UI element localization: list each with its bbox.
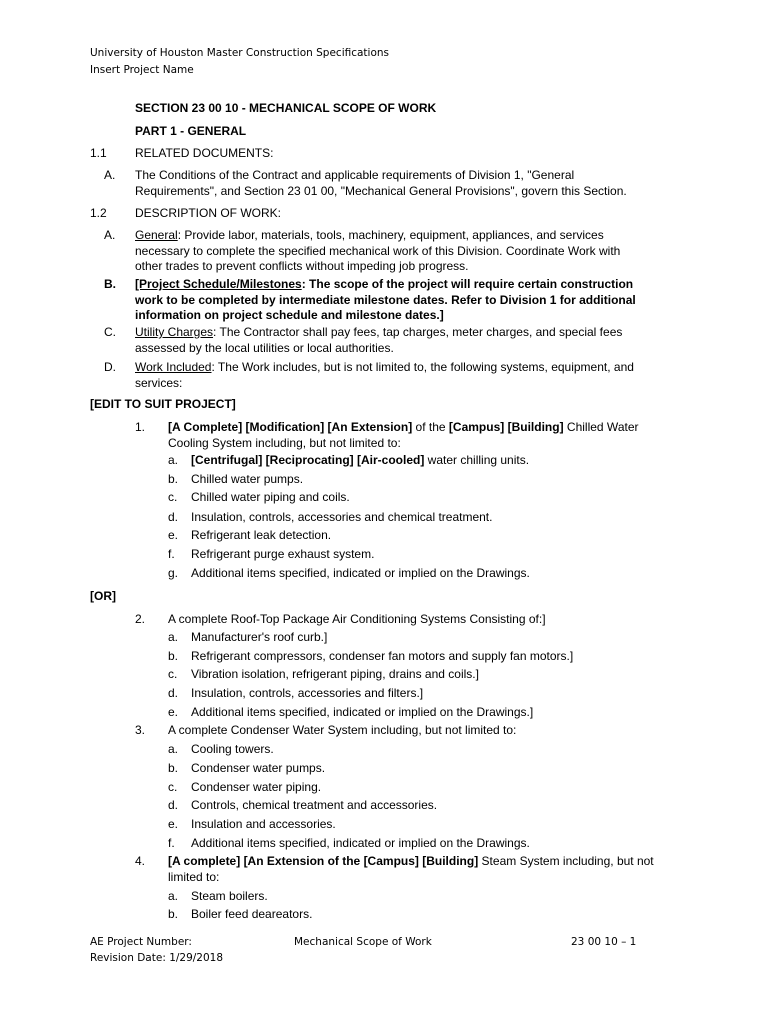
item-rooftop-package: A complete Roof-Top Package Air Conditioning Systems Consisting of:]	[168, 612, 546, 626]
sub-item-text: Vibration isolation, refrigerant piping, drains and coils.]	[191, 667, 479, 681]
paragraph-text: The Conditions of the Contract and applicable requirements of Division 1, "General Requirements", and Section 23 01 00, "Mechanical General Provisions", govern this Section.	[135, 168, 627, 198]
paragraph-letter: D.	[104, 360, 116, 374]
paragraph-work-included: Work Included: The Work includes, but is not limited to, the following systems, equipment, and services:	[135, 360, 634, 390]
sub-item-text: Refrigerant compressors, condenser fan motors and supply fan motors.]	[191, 649, 574, 663]
item-number: 3.	[135, 723, 146, 737]
paragraph-general: General: Provide labor, materials, tools, machinery, equipment, appliances, and services necessary to complete the specified mechanical work of this Division. Coordinate Work with other trades to prevent conflicts without impeding job progress.	[135, 228, 621, 273]
sub-item-text: Refrigerant purge exhaust system.	[191, 547, 375, 561]
sub-item-letter: g.	[168, 566, 179, 580]
footer-revision-date: Revision Date: 1/29/2018	[90, 952, 224, 964]
sub-item-text: Additional items specified, indicated or implied on the Drawings.	[191, 566, 530, 580]
item-condenser-water: A complete Condenser Water System including, but not limited to:	[168, 723, 517, 737]
section-title: SECTION 23 00 10 - MECHANICAL SCOPE OF WORK	[135, 101, 437, 115]
sub-item-text: Additional items specified, indicated or implied on the Drawings.	[191, 836, 530, 850]
sub-item-text: Chilled water pumps.	[191, 472, 304, 486]
sub-item-text: Condenser water piping.	[191, 780, 322, 794]
sub-item-letter: a.	[168, 889, 179, 903]
or-note: [OR]	[90, 589, 116, 603]
sub-item-text: Cooling towers.	[191, 742, 274, 756]
paragraph-utility-charges: Utility Charges: The Contractor shall pay fees, tap charges, meter charges, and special fees assessed by the local utilities or local authorities.	[135, 325, 623, 355]
sub-item-letter: b.	[168, 761, 179, 775]
sub-item-letter: a.	[168, 453, 179, 467]
sub-item-text: Insulation and accessories.	[191, 817, 336, 831]
sub-item-text: Refrigerant leak detection.	[191, 528, 332, 542]
footer-project-number: AE Project Number:	[90, 936, 192, 948]
sub-item-text: Controls, chemical treatment and accessories.	[191, 798, 438, 812]
article-title-description-of-work: DESCRIPTION OF WORK:	[135, 206, 282, 220]
sub-item-letter: c.	[168, 780, 178, 794]
paragraph-letter: B.	[104, 277, 116, 291]
sub-item-letter: f.	[168, 836, 175, 850]
article-number-1-1: 1.1	[90, 146, 107, 160]
paragraph-letter: A.	[104, 168, 116, 182]
paragraph-letter: A.	[104, 228, 116, 242]
article-number-1-2: 1.2	[90, 206, 107, 220]
sub-item-text: Insulation, controls, accessories and filters.]	[191, 686, 424, 700]
sub-item-letter: f.	[168, 547, 175, 561]
header-institution: University of Houston Master Construction Specifications	[90, 47, 390, 59]
sub-item-letter: b.	[168, 907, 179, 921]
sub-item-letter: b.	[168, 472, 179, 486]
sub-item-letter: e.	[168, 528, 179, 542]
sub-item-letter: d.	[168, 686, 179, 700]
sub-item-text: Boiler feed deareators.	[191, 907, 313, 921]
paragraph-letter: C.	[104, 325, 116, 339]
item-chilled-water: [A Complete] [Modification] [An Extension] of the [Campus] [Building] Chilled Water Cooling System including, but not limited to:	[168, 420, 639, 450]
sub-item-text: Insulation, controls, accessories and chemical treatment.	[191, 510, 493, 524]
sub-item-letter: d.	[168, 798, 179, 812]
sub-item-text: Additional items specified, indicated or implied on the Drawings.]	[191, 705, 534, 719]
paragraph-project-schedule: [Project Schedule/Milestones: The scope of the project will require certain construction work to be completed by intermediate milestone dates. Refer to Division 1 for additional information on project schedule and milestone dates.]	[135, 277, 636, 322]
sub-item-text: Manufacturer's roof curb.]	[191, 630, 328, 644]
sub-item-letter: b.	[168, 649, 179, 663]
sub-item-text: [Centrifugal] [Reciprocating] [Air-cooled] water chilling units.	[191, 453, 530, 467]
item-number: 2.	[135, 612, 146, 626]
item-number: 1.	[135, 420, 146, 434]
footer-page-number: 23 00 10 – 1	[571, 936, 637, 948]
sub-item-letter: e.	[168, 817, 179, 831]
edit-note: [EDIT TO SUIT PROJECT]	[90, 397, 236, 411]
item-number: 4.	[135, 854, 146, 868]
sub-item-text: Chilled water piping and coils.	[191, 490, 350, 504]
footer-section-name: Mechanical Scope of Work	[294, 936, 432, 948]
sub-item-letter: e.	[168, 705, 179, 719]
sub-item-text: Condenser water pumps.	[191, 761, 326, 775]
header-project-name: Insert Project Name	[90, 64, 194, 76]
sub-item-text: Steam boilers.	[191, 889, 268, 903]
sub-item-letter: a.	[168, 742, 179, 756]
sub-item-letter: d.	[168, 510, 179, 524]
part-title: PART 1 - GENERAL	[135, 124, 247, 138]
item-steam-system: [A complete] [An Extension of the [Campus] [Building] Steam System including, but not limited to:	[168, 854, 654, 884]
article-title-related-documents: RELATED DOCUMENTS:	[135, 146, 274, 160]
sub-item-letter: a.	[168, 630, 179, 644]
sub-item-letter: c.	[168, 667, 178, 681]
sub-item-letter: c.	[168, 490, 178, 504]
